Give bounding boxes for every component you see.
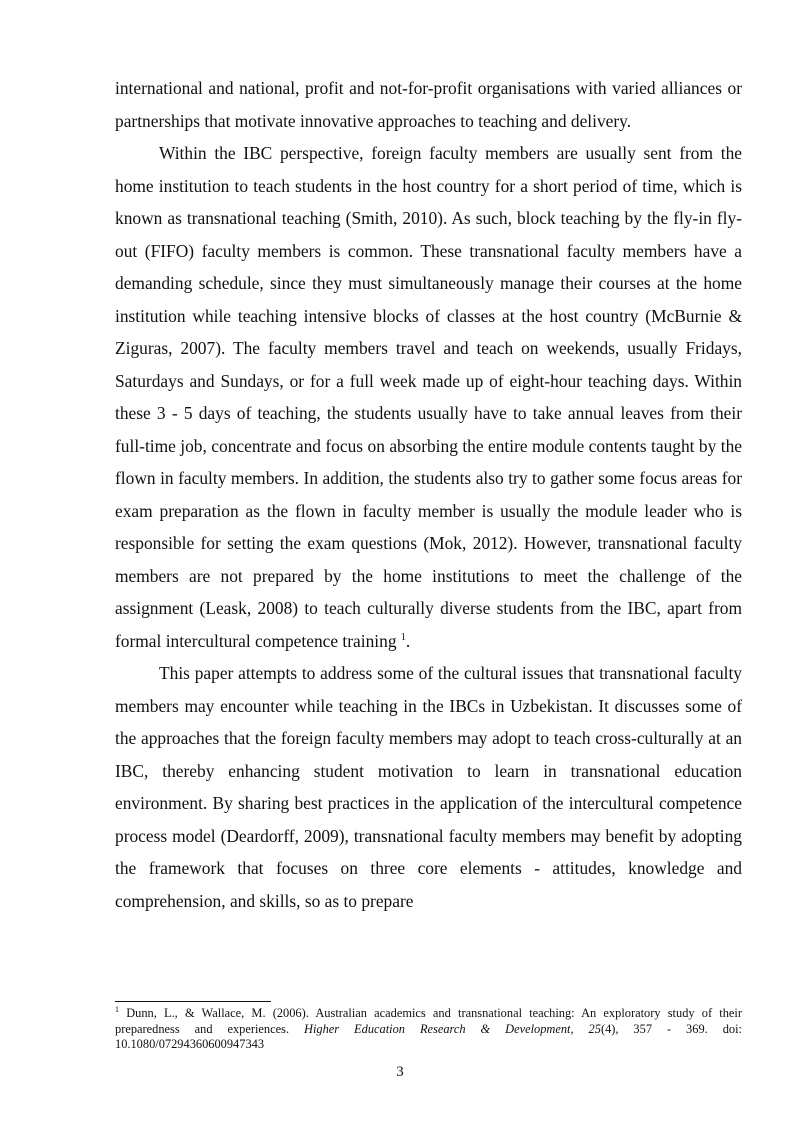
footnote-1: $^1$ Dunn, L., & Wallace, M. (2006). Australian academics and transnational teaching: An exploratory study of their preparedness and experiences. Higher Education Research & Development, 25(4), 357 - 369. doi: 10.1080/07294360600947343 (115, 1005, 742, 1052)
journal-volume: 25 (588, 1021, 601, 1036)
paragraph-ibc-perspective: Within the IBC perspective, foreign faculty members are usually sent from the home institution to teach students in the host country for a short period of time, which is known as transnational teaching (Smith, 2010). As such, block teaching by the fly-in fly-out (FIFO) faculty members is common. These transnational faculty members have a demanding schedule, since they must simultaneously manage their courses at the home institution while teaching intensive blocks of classes at the host country (McBurnie & Ziguras, 2007). The faculty members travel and teach on weekends, usually Fridays, Saturdays and Sundays, or for a full week made up of eight-hour teaching days. Within these 3 - 5 days of teaching, the students usually have to take annual leaves from their full-time job, concentrate and focus on absorbing the entire module contents taught by the flown in faculty members. In addition, the students also try to gather some focus areas for exam preparation as the flown in faculty member is usually the module leader who is responsible for setting the exam questions (Mok, 2012). However, transnational faculty members are not prepared by the home institutions to meet the challenge of the assignment (Leask, 2008) to teach culturally diverse students from the IBC, apart from formal intercultural competence training $^1$. (115, 143, 742, 651)
body-text (115, 72, 742, 917)
footnote-reference[interactable]: 1 (400, 631, 406, 643)
footnote-marker: 1 (115, 1005, 119, 1014)
journal-title: Higher Education Research & Development, (304, 1021, 574, 1036)
paragraph-continuation: international and national, profit and not-for-profit organisations with varied alliances or partnerships that motivate innovative approaches to teaching and delivery. (115, 78, 742, 131)
footnote-separator (115, 1001, 271, 1002)
footnotes (115, 1006, 742, 1053)
paragraph-paper-aim: This paper attempts to address some of the cultural issues that transnational faculty members may encounter while teaching in the IBCs in Uzbekistan. It discusses some of the approaches that the foreign faculty members may adopt to teach cross-culturally at an IBC, thereby enhancing student motivation to learn in transnational education environment. By sharing best practices in the application of the intercultural competence process model (Deardorff, 2009), transnational faculty members may benefit by adopting the framework that focuses on three core elements - attitudes, knowledge and comprehension, and skills, so as to prepare (115, 663, 742, 911)
page-number: 3 (396, 1064, 404, 1080)
